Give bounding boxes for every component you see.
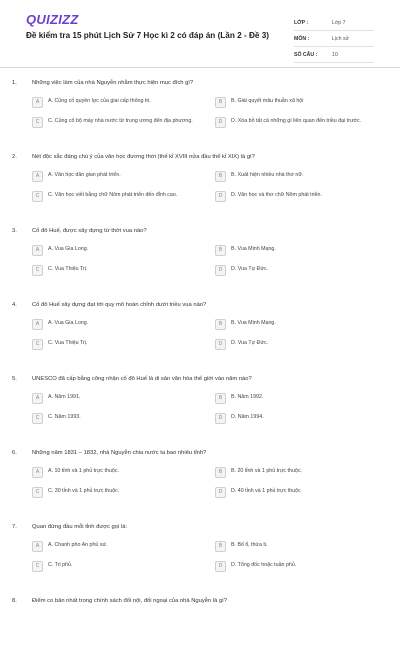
answer-options — [12, 97, 388, 131]
meta-label: SỐ CÂU : — [294, 51, 318, 58]
answer-option[interactable] — [32, 467, 205, 481]
option-text: B. Vua Minh Mạng. — [231, 320, 276, 327]
answer-option[interactable] — [215, 541, 388, 555]
question-number: 7. — [12, 524, 17, 530]
option-letter-badge: A — [32, 97, 43, 108]
question-header — [12, 450, 388, 458]
question-header — [12, 228, 388, 236]
answer-option[interactable] — [215, 487, 388, 501]
meta-value: 10 — [332, 51, 338, 58]
option-letter-badge: B — [215, 319, 226, 330]
question-list — [12, 80, 388, 672]
option-letter-badge: A — [32, 171, 43, 182]
question-header — [12, 376, 388, 384]
meta-label: MÔN : — [294, 35, 310, 42]
question-text: UNESCO đã cấp bằng công nhận cố đô Huế là di sản văn hóa thế giới vào năm nào? — [32, 376, 252, 382]
question-text: Điểm co bản nhất trong chính sách đối nội, đối ngoại của nhà Nguyễn là gì? — [32, 598, 227, 604]
option-letter-badge: C — [32, 487, 43, 498]
question-item — [12, 598, 388, 672]
answer-option[interactable] — [32, 393, 205, 407]
option-text: A. Vua Gia Long. — [48, 246, 89, 253]
answer-options — [12, 319, 388, 353]
option-letter-badge: A — [32, 541, 43, 552]
answer-option[interactable] — [32, 97, 205, 111]
option-letter-badge: B — [215, 541, 226, 552]
option-text: B. Bố tỉ, thừa ti. — [231, 542, 268, 549]
question-item — [12, 524, 388, 598]
question-item — [12, 302, 388, 376]
answer-options — [12, 467, 388, 501]
answer-option[interactable] — [32, 561, 205, 575]
answer-option[interactable] — [215, 467, 388, 481]
answer-option[interactable] — [215, 339, 388, 353]
question-header — [12, 598, 388, 606]
question-item — [12, 228, 388, 302]
option-text: D. Tổng đốc hoặc tuần phủ. — [231, 562, 297, 569]
option-letter-badge: B — [215, 245, 226, 256]
answer-option[interactable] — [215, 191, 388, 205]
option-letter-badge: B — [215, 393, 226, 404]
option-letter-badge: C — [32, 413, 43, 424]
answer-option[interactable] — [215, 117, 388, 131]
option-letter-badge: D — [215, 117, 226, 128]
answer-option[interactable] — [215, 171, 388, 185]
answer-option[interactable] — [32, 191, 205, 205]
option-letter-badge: D — [215, 339, 226, 350]
option-text: D. 40 tỉnh và 1 phủ trực thuộc — [231, 488, 301, 495]
quizizz-logo: QUIZIZZ — [26, 12, 79, 27]
option-letter-badge: A — [32, 245, 43, 256]
option-letter-badge: A — [32, 393, 43, 404]
question-header — [12, 524, 388, 532]
option-text: A. Vua Gia Long. — [48, 320, 89, 327]
question-item — [12, 376, 388, 450]
answer-option[interactable] — [215, 245, 388, 259]
question-header — [12, 80, 388, 88]
question-number: 6. — [12, 450, 17, 456]
answer-option[interactable] — [32, 487, 205, 501]
option-letter-badge: D — [215, 191, 226, 202]
question-number: 4. — [12, 302, 17, 308]
option-text: C. Văn học viết bằng chữ Nôm phát triển đến đỉnh cao. — [48, 192, 178, 199]
header-divider — [0, 67, 400, 68]
answer-option[interactable] — [32, 245, 205, 259]
option-text: D. Vua Tự Đức. — [231, 266, 269, 273]
answer-option[interactable] — [215, 561, 388, 575]
option-text: C. Năm 1993. — [48, 414, 81, 421]
answer-option[interactable] — [215, 319, 388, 333]
question-number: 3. — [12, 228, 17, 234]
question-item — [12, 154, 388, 228]
meta-row-subject — [294, 31, 374, 47]
option-letter-badge: D — [215, 265, 226, 276]
option-text: B. Vua Minh Mạng. — [231, 246, 276, 253]
question-number: 8. — [12, 598, 17, 604]
answer-options — [12, 541, 388, 575]
question-text: Những việc làm của nhà Nguyễn nhằm thực hiện mục đích gì? — [32, 80, 194, 86]
option-text: B. Xuất hiện nhiều nhà thơ nữ. — [231, 172, 304, 179]
question-text: Nét độc sắc đáng chú ý của văn học đương thời (thế kỉ XVIII nửa đầu thế kỉ XIX) là gì? — [32, 154, 255, 160]
option-letter-badge: B — [215, 467, 226, 478]
option-text: B. Giải quyết mâu thuẫn xã hội — [231, 98, 304, 105]
answer-options — [12, 245, 388, 279]
option-text: C. Vua Thiệu Trị. — [48, 266, 88, 273]
option-letter-badge: C — [32, 117, 43, 128]
meta-row-question-count — [294, 47, 374, 63]
question-number: 5. — [12, 376, 17, 382]
answer-option[interactable] — [32, 339, 205, 353]
option-text: A. Chanh pho An phủ sứ. — [48, 542, 108, 549]
option-text: C. Vua Thiệu Trị. — [48, 340, 88, 347]
option-text: C. Tri phủ. — [48, 562, 73, 569]
answer-option[interactable] — [32, 117, 205, 131]
question-text: Cố đô Huế, được xây dựng từ thời vua nào? — [32, 228, 147, 234]
option-text: C. Củng cố bộ máy nhà nước từ trung ương đến địa phương. — [48, 118, 193, 125]
answer-option[interactable] — [32, 541, 205, 555]
option-text: D. Xóa bỏ tất cả những gì liên quan đến triều đại trước. — [231, 118, 362, 125]
option-letter-badge: A — [32, 467, 43, 478]
question-text: Những năm 1831 – 1832, nhà Nguyễn chia nước ta bao nhiêu tỉnh? — [32, 450, 207, 456]
answer-option[interactable] — [215, 265, 388, 279]
option-letter-badge: A — [32, 319, 43, 330]
option-letter-badge: D — [215, 487, 226, 498]
option-letter-badge: B — [215, 171, 226, 182]
answer-option[interactable] — [32, 171, 205, 185]
question-text: Cố đô Huế xây dựng đạt tới quy mô hoàn chỉnh dưới triều vua nào? — [32, 302, 207, 308]
answer-options — [12, 393, 388, 427]
option-letter-badge: C — [32, 561, 43, 572]
option-text: A. Năm 1991. — [48, 394, 81, 401]
meta-label: LỚP : — [294, 19, 309, 26]
option-letter-badge: C — [32, 191, 43, 202]
answer-option[interactable] — [215, 97, 388, 111]
answer-option[interactable] — [215, 413, 388, 427]
worksheet-title: Đề kiểm tra 15 phút Lịch Sử 7 Học kì 2 có đáp án (Lần 2 - Đề 3) — [26, 31, 269, 40]
worksheet-meta — [294, 15, 374, 63]
answer-option[interactable] — [32, 319, 205, 333]
option-text: B. 20 tỉnh và 1 phủ trực thuộc. — [231, 468, 302, 475]
option-text: A. Củng cố quyền lực của giai cấp thống trị. — [48, 98, 151, 105]
option-letter-badge: C — [32, 265, 43, 276]
question-header — [12, 154, 388, 162]
answer-option[interactable] — [32, 413, 205, 427]
option-letter-badge: C — [32, 339, 43, 350]
question-text: Quan đứng đầu mỗi tỉnh được gọi là: — [32, 524, 128, 530]
question-number: 2. — [12, 154, 17, 160]
question-header — [12, 302, 388, 310]
answer-option[interactable] — [215, 393, 388, 407]
question-item — [12, 450, 388, 524]
option-text: D. Năm 1994. — [231, 414, 264, 421]
option-letter-badge: B — [215, 97, 226, 108]
option-text: A. Văn học dân gian phát triển. — [48, 172, 121, 179]
option-letter-badge: D — [215, 413, 226, 424]
option-text: A. 10 tỉnh và 1 phủ trực thuộc. — [48, 468, 119, 475]
option-letter-badge: D — [215, 561, 226, 572]
answer-option[interactable] — [32, 265, 205, 279]
meta-value: Lớp 7 — [332, 19, 346, 26]
question-number: 1. — [12, 80, 17, 86]
meta-value: Lịch sử — [332, 35, 350, 42]
answer-options — [12, 171, 388, 205]
option-text: B. Năm 1992. — [231, 394, 264, 401]
option-text: D. Vua Tự Đức. — [231, 340, 269, 347]
option-text: C. 30 tỉnh và 1 phủ trực thuộc. — [48, 488, 120, 495]
question-item — [12, 80, 388, 154]
meta-row-class — [294, 15, 374, 31]
option-text: D. Văn học và thơ chữ Nôm phát triển. — [231, 192, 322, 199]
worksheet-header — [12, 0, 388, 64]
